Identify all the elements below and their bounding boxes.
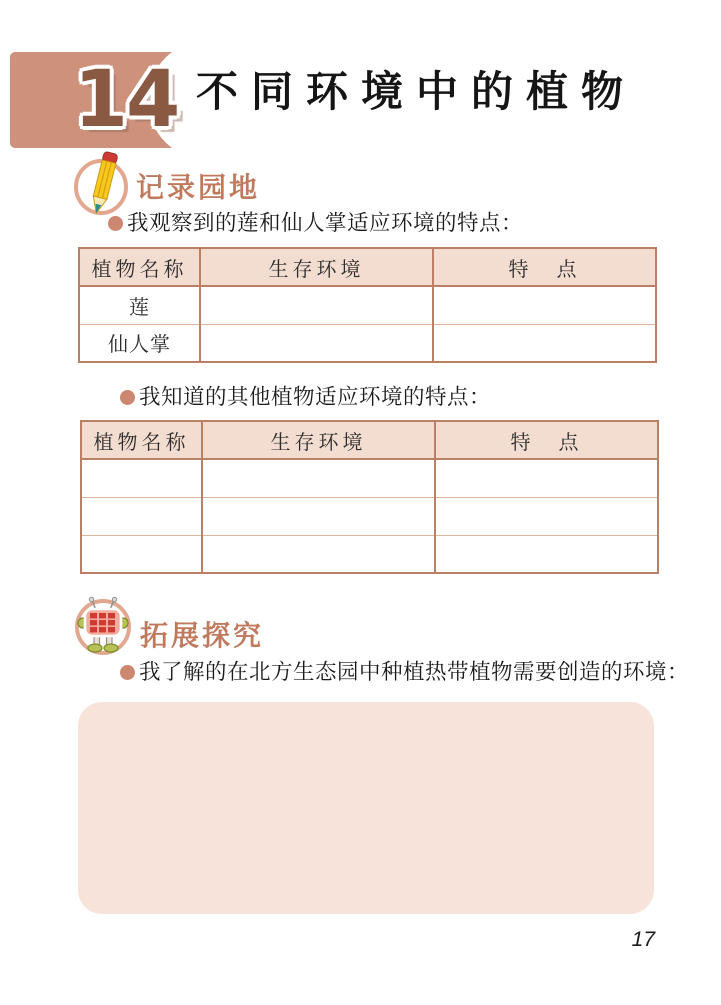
column-header-plant-name: 植物名称 [79, 248, 200, 286]
feature-answer-cell[interactable] [433, 324, 656, 362]
lesson-title: 不同环境中的植物 [196, 68, 637, 115]
environment-answer-cell[interactable] [202, 535, 435, 573]
lesson-number: 14 [73, 55, 179, 145]
table-row [81, 535, 658, 573]
section-heading-record: 记录园地 [136, 173, 261, 204]
environment-answer-cell[interactable] [200, 286, 433, 324]
robot-icon [72, 596, 138, 669]
table-header-row [81, 421, 658, 459]
section-heading-explore: 拓展探究 [140, 621, 265, 652]
feature-answer-cell[interactable] [433, 286, 656, 324]
environment-answer-cell[interactable] [202, 497, 435, 535]
column-header-plant-name: 植物名称 [81, 421, 202, 459]
column-header-feature: 特 点 [433, 248, 656, 286]
table-header-row [79, 248, 656, 286]
plant-name-cell: 莲 [79, 286, 200, 324]
table-row [79, 324, 656, 362]
environment-answer-cell[interactable] [202, 459, 435, 497]
column-header-environment: 生存环境 [202, 421, 435, 459]
plant-name-answer-cell[interactable] [81, 459, 202, 497]
environment-answer-cell[interactable] [200, 324, 433, 362]
table-row [81, 497, 658, 535]
bullet-icon [120, 665, 135, 680]
prompt-observed [108, 211, 523, 235]
prompt-observed-text: 我观察到的莲和仙人掌适应环境的特点： [127, 211, 524, 235]
answer-box[interactable] [78, 702, 654, 914]
column-header-feature: 特 点 [435, 421, 658, 459]
prompt-explore-text: 我了解的在北方生态园中种植热带植物需要创造的环境： [139, 660, 690, 684]
bullet-icon [120, 390, 135, 405]
column-header-environment: 生存环境 [200, 248, 433, 286]
page-number: 17 [631, 928, 655, 951]
prompt-known [120, 385, 491, 409]
table-row [81, 459, 658, 497]
feature-answer-cell[interactable] [435, 459, 658, 497]
plant-name-answer-cell[interactable] [81, 497, 202, 535]
plant-name-answer-cell[interactable] [81, 535, 202, 573]
prompt-explore [120, 660, 689, 684]
known-plants-table [80, 420, 659, 574]
feature-answer-cell[interactable] [435, 497, 658, 535]
table-row [79, 286, 656, 324]
feature-answer-cell[interactable] [435, 535, 658, 573]
plant-name-cell: 仙人掌 [79, 324, 200, 362]
prompt-known-text: 我知道的其他植物适应环境的特点： [139, 385, 492, 409]
observed-plants-table [78, 247, 657, 363]
bullet-icon [108, 216, 123, 231]
